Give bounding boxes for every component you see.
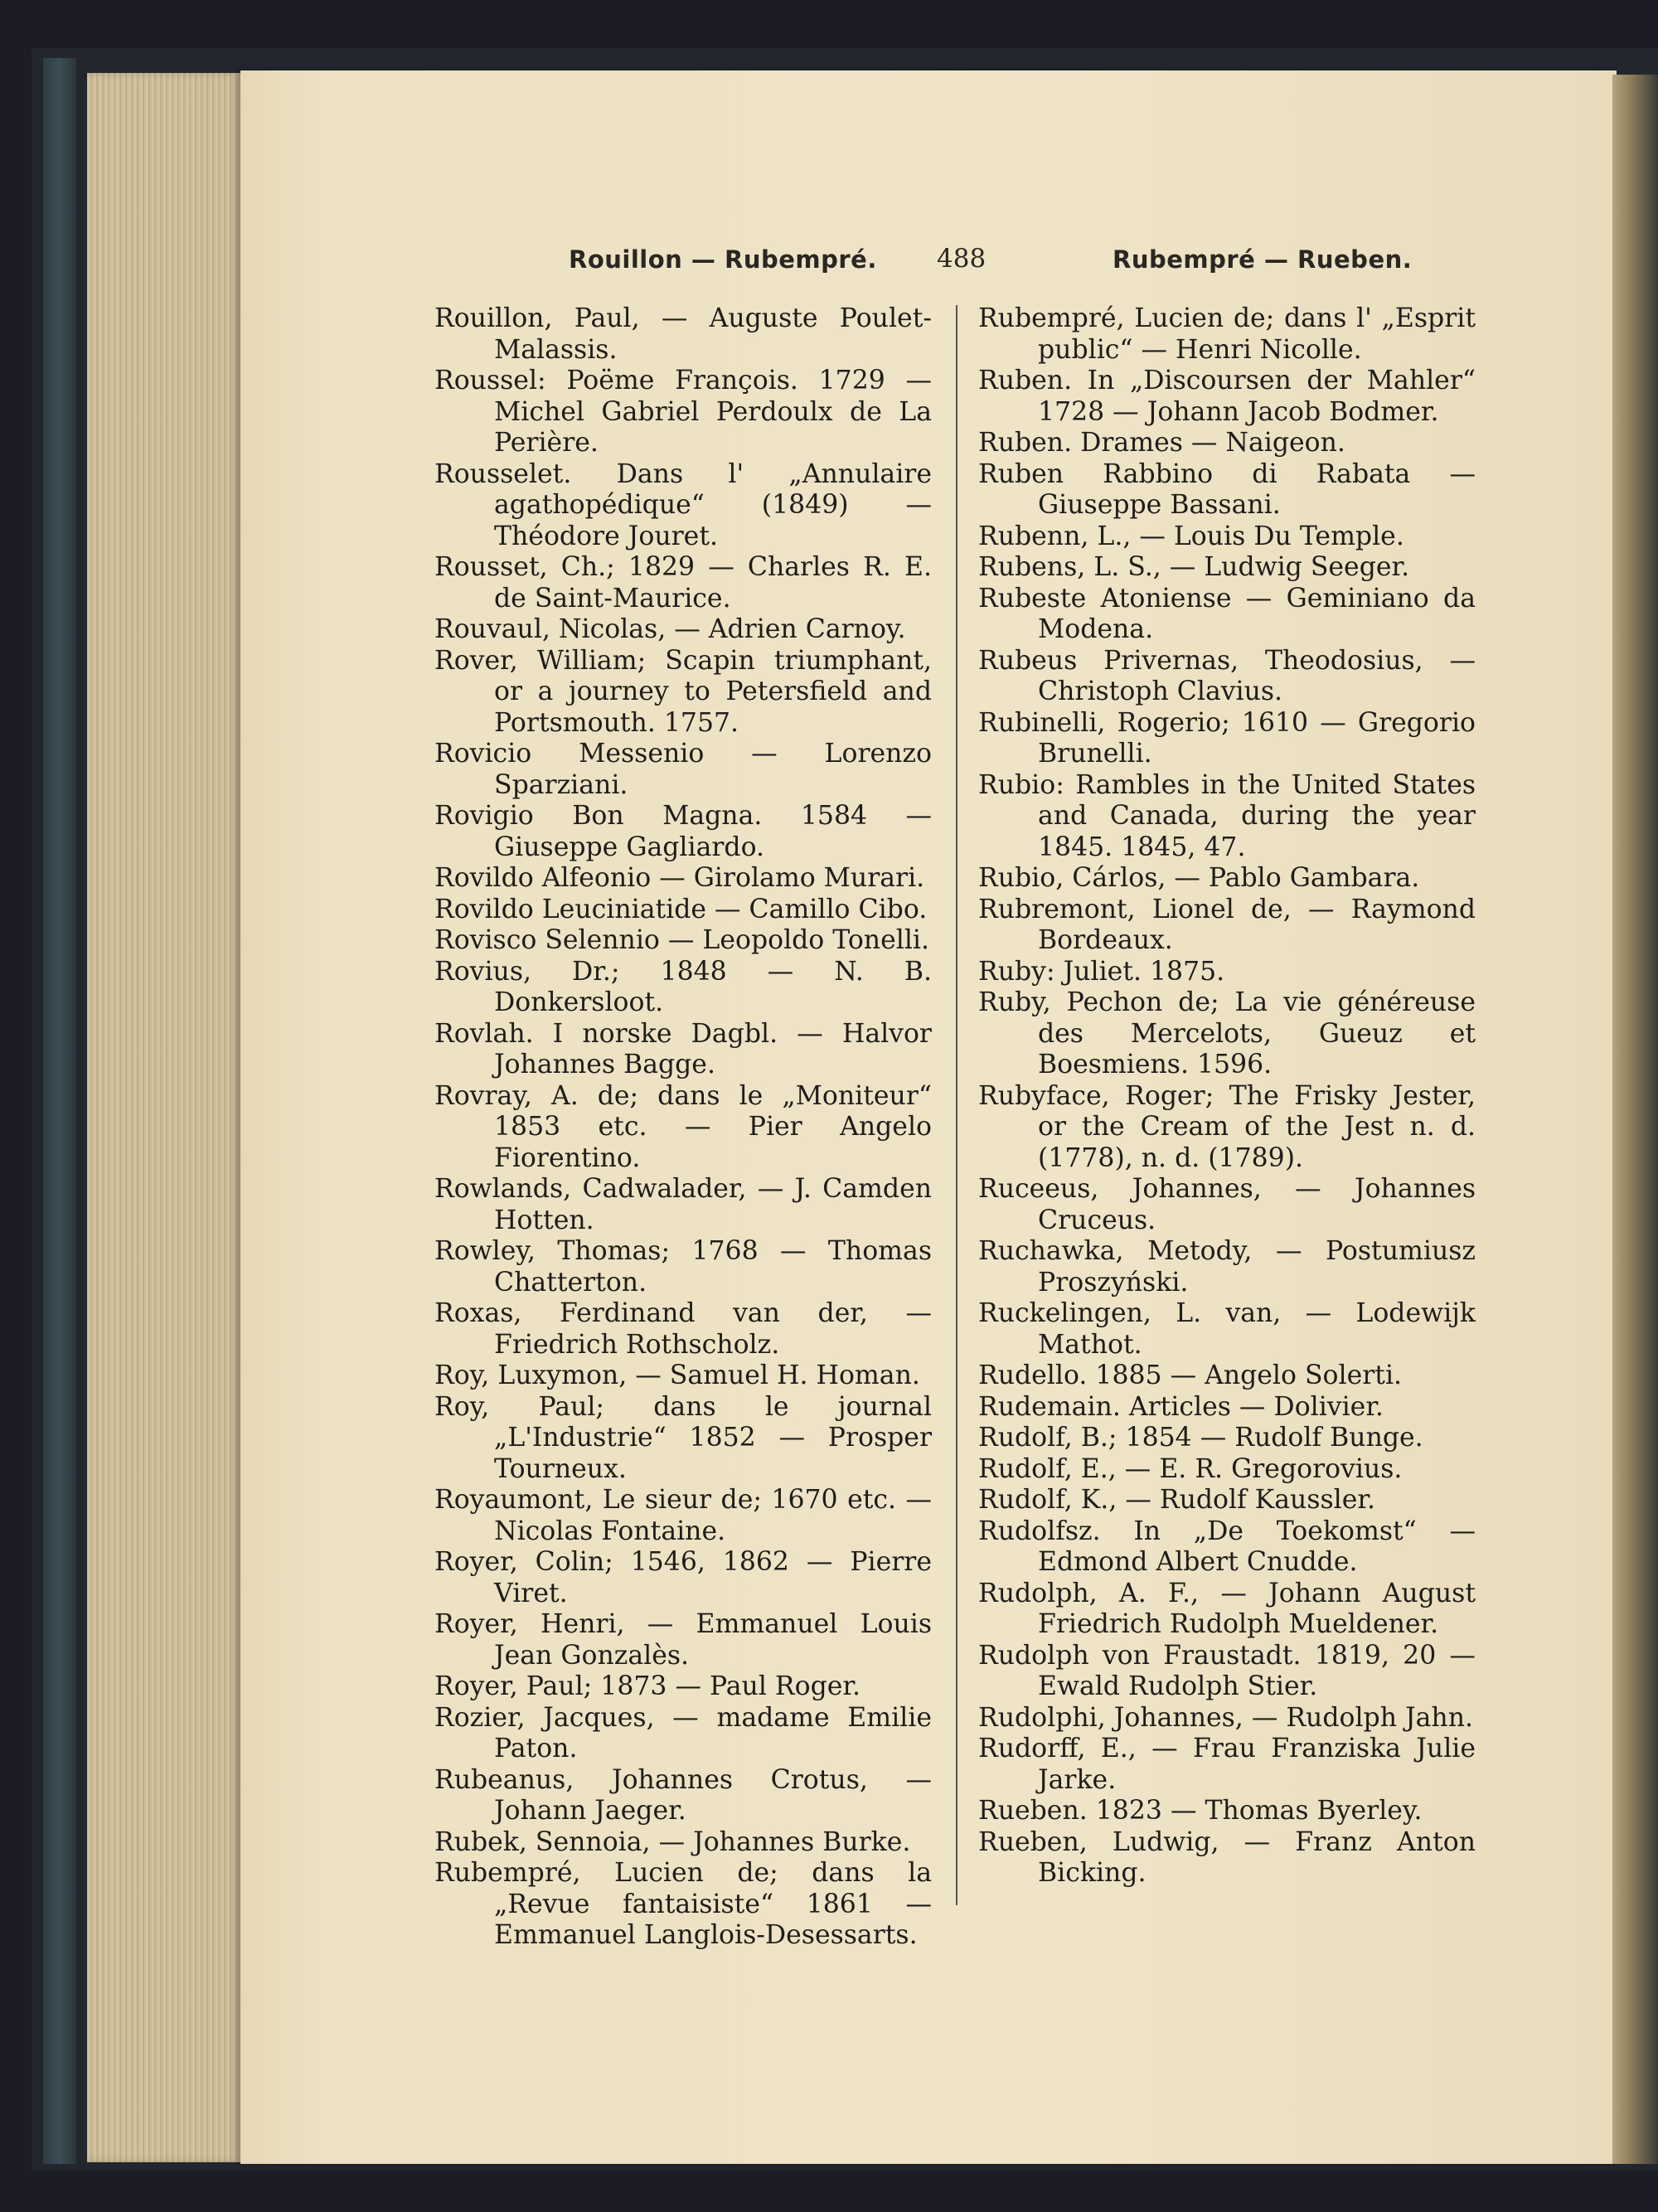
index-entry: Roy, Paul; dans le journal „L'Industrie“ 1852 — Prosper Tourneux. [434, 1391, 932, 1484]
index-entry: Ruby: Juliet. 1875. [978, 956, 1225, 987]
index-entry: Rouvaul, Nicolas, — Adrien Carnoy. [434, 614, 906, 644]
index-entry: Rubyface, Roger; The Frisky Jester, or the Cream of the Jest n. d. (1778), n. d. (1789). [978, 1080, 1476, 1173]
index-entry: Royer, Henri, — Emmanuel Louis Jean Gonzalès. [434, 1609, 932, 1671]
index-entry: Rubio, Cárlos, — Pablo Gambara. [978, 863, 1420, 893]
index-entry: Rueben. 1823 — Thomas Byerley. [978, 1796, 1423, 1826]
index-entry: Rovlah. I norske Dagbl. — Halvor Johannes Bagge. [434, 1018, 932, 1079]
right-column [978, 303, 1476, 1889]
index-entry: Rubeanus, Johannes Crotus, — Johann Jaeger. [434, 1764, 932, 1826]
index-entry: Rudello. 1885 — Angelo Solerti. [978, 1361, 1403, 1390]
index-entry: Rudolphi, Johannes, — Rudolph Jahn. [978, 1702, 1474, 1733]
index-entry: Rubek, Sennoia, — Johannes Burke. [434, 1826, 911, 1857]
index-entry: Rouillon, Paul, — Auguste Poulet-Malassis. [434, 303, 932, 365]
running-header [240, 245, 1617, 279]
index-entry: Rudolph, A. F., — Johann August Friedrich Rudolph Mueldener. [978, 1578, 1476, 1639]
index-entry: Rovildo Leuciniatide — Camillo Cibo. [434, 894, 928, 924]
index-entry: Rudemain. Articles — Dolivier. [978, 1391, 1384, 1422]
index-entry: Rueben, Ludwig, — Franz Anton Bicking. [978, 1826, 1476, 1888]
index-entry: Rubempré, Lucien de; dans l' „Esprit public“ — Henri Nicolle. [978, 303, 1476, 365]
index-entry: Rovisco Selennio — Leopoldo Tonelli. [434, 925, 929, 955]
index-entry: Rowlands, Cadwalader, — J. Camden Hotten. [434, 1174, 932, 1235]
index-entry: Rubeus Privernas, Theodosius, — Christoph Clavius. [978, 645, 1476, 706]
page-gutter-shadow [1612, 75, 1658, 2164]
index-entry: Royer, Paul; 1873 — Paul Roger. [434, 1671, 861, 1701]
index-entry: Rudolf, B.; 1854 — Rudolf Bunge. [978, 1423, 1423, 1453]
index-entry: Ruckelingen, L. van, — Lodewijk Mathot. [978, 1298, 1476, 1360]
left-column [434, 303, 932, 1952]
index-entry: Rudolf, E., — E. R. Gregorovius. [978, 1453, 1403, 1484]
index-entry: Ruben Rabbino di Rabata — Giuseppe Bassani. [978, 458, 1476, 520]
index-entry: Rubeste Atoniense — Geminiano da Modena. [978, 583, 1476, 644]
index-entry: Rowley, Thomas; 1768 — Thomas Chatterton. [434, 1236, 932, 1298]
index-entry: Rudolph von Fraustadt. 1819, 20 — Ewald Rudolph Stier. [978, 1640, 1476, 1701]
index-entry: Rudolf, K., — Rudolf Kaussler. [978, 1485, 1375, 1515]
index-entry: Rovicio Messenio — Lorenzo Sparziani. [434, 739, 932, 800]
index-entry: Rubio: Rambles in the United States and Canada, during the year 1845. 1845, 47. [978, 769, 1476, 862]
index-entry: Ruchawka, Metody, — Postumiusz Proszyński. [978, 1236, 1476, 1298]
index-entry: Ruben. Drames — Naigeon. [978, 428, 1345, 458]
index-entry: Rubempré, Lucien de; dans la „Revue fantaisiste“ 1861 — Emmanuel Langlois-Desessarts. [434, 1858, 932, 1950]
book-cover-edge [43, 58, 76, 2164]
index-entry: Rousset, Ch.; 1829 — Charles R. E. de Saint-Maurice. [434, 552, 932, 614]
index-entry: Ruben. In „Discoursen der Mahler“ 1728 — Johann Jacob Bodmer. [978, 366, 1476, 427]
index-entry: Rovray, A. de; dans le „Moniteur“ 1853 etc. — Pier Angelo Fiorentino. [434, 1080, 932, 1173]
index-entry: Rudorff, E., — Frau Franziska Julie Jarke. [978, 1734, 1476, 1795]
index-entry: Rousselet. Dans l' „Annulaire agathopédique“ (1849) — Théodore Jouret. [434, 458, 932, 551]
index-entry: Rover, William; Scapin triumphant, or a journey to Petersfield and Portsmouth. 1757. [434, 645, 932, 738]
index-entry: Rubremont, Lionel de, — Raymond Bordeaux. [978, 894, 1476, 955]
page-stack-edge [87, 73, 240, 2162]
index-entry: Rubinelli, Rogerio; 1610 — Gregorio Brunelli. [978, 707, 1476, 769]
index-entry: Roussel: Poëme François. 1729 — Michel Gabriel Perdoulx de La Perière. [434, 366, 932, 458]
header-right-title: Rubempré — Rueben. [1113, 245, 1413, 274]
index-entry: Royer, Colin; 1546, 1862 — Pierre Viret. [434, 1547, 932, 1608]
index-entry: Rovildo Alfeonio — Girolamo Murari. [434, 863, 925, 893]
header-left-title: Rouillon — Rubempré. [569, 245, 877, 274]
index-entry: Rovius, Dr.; 1848 — N. B. Donkersloot. [434, 956, 932, 1017]
page-number: 488 [937, 244, 987, 274]
index-entry: Ruby, Pechon de; La vie généreuse des Mercelots, Gueuz et Boesmiens. 1596. [978, 987, 1476, 1079]
index-entry: Rozier, Jacques, — madame Emilie Paton. [434, 1702, 932, 1763]
column-divider [956, 305, 957, 1905]
index-entry: Rubens, L. S., — Ludwig Seeger. [978, 552, 1410, 582]
index-entry: Rovigio Bon Magna. 1584 — Giuseppe Gagliardo. [434, 801, 932, 862]
index-entry: Roy, Luxymon, — Samuel H. Homan. [434, 1361, 920, 1390]
index-entry: Roxas, Ferdinand van der, — Friedrich Rothscholz. [434, 1298, 932, 1360]
index-entry: Rudolfsz. In „De Toekomst“ — Edmond Albert Cnudde. [978, 1516, 1476, 1577]
index-entry: Royaumont, Le sieur de; 1670 etc. — Nicolas Fontaine. [434, 1485, 932, 1546]
index-entry: Rubenn, L., — Louis Du Temple. [978, 521, 1404, 551]
index-entry: Ruceeus, Johannes, — Johannes Cruceus. [978, 1174, 1476, 1235]
